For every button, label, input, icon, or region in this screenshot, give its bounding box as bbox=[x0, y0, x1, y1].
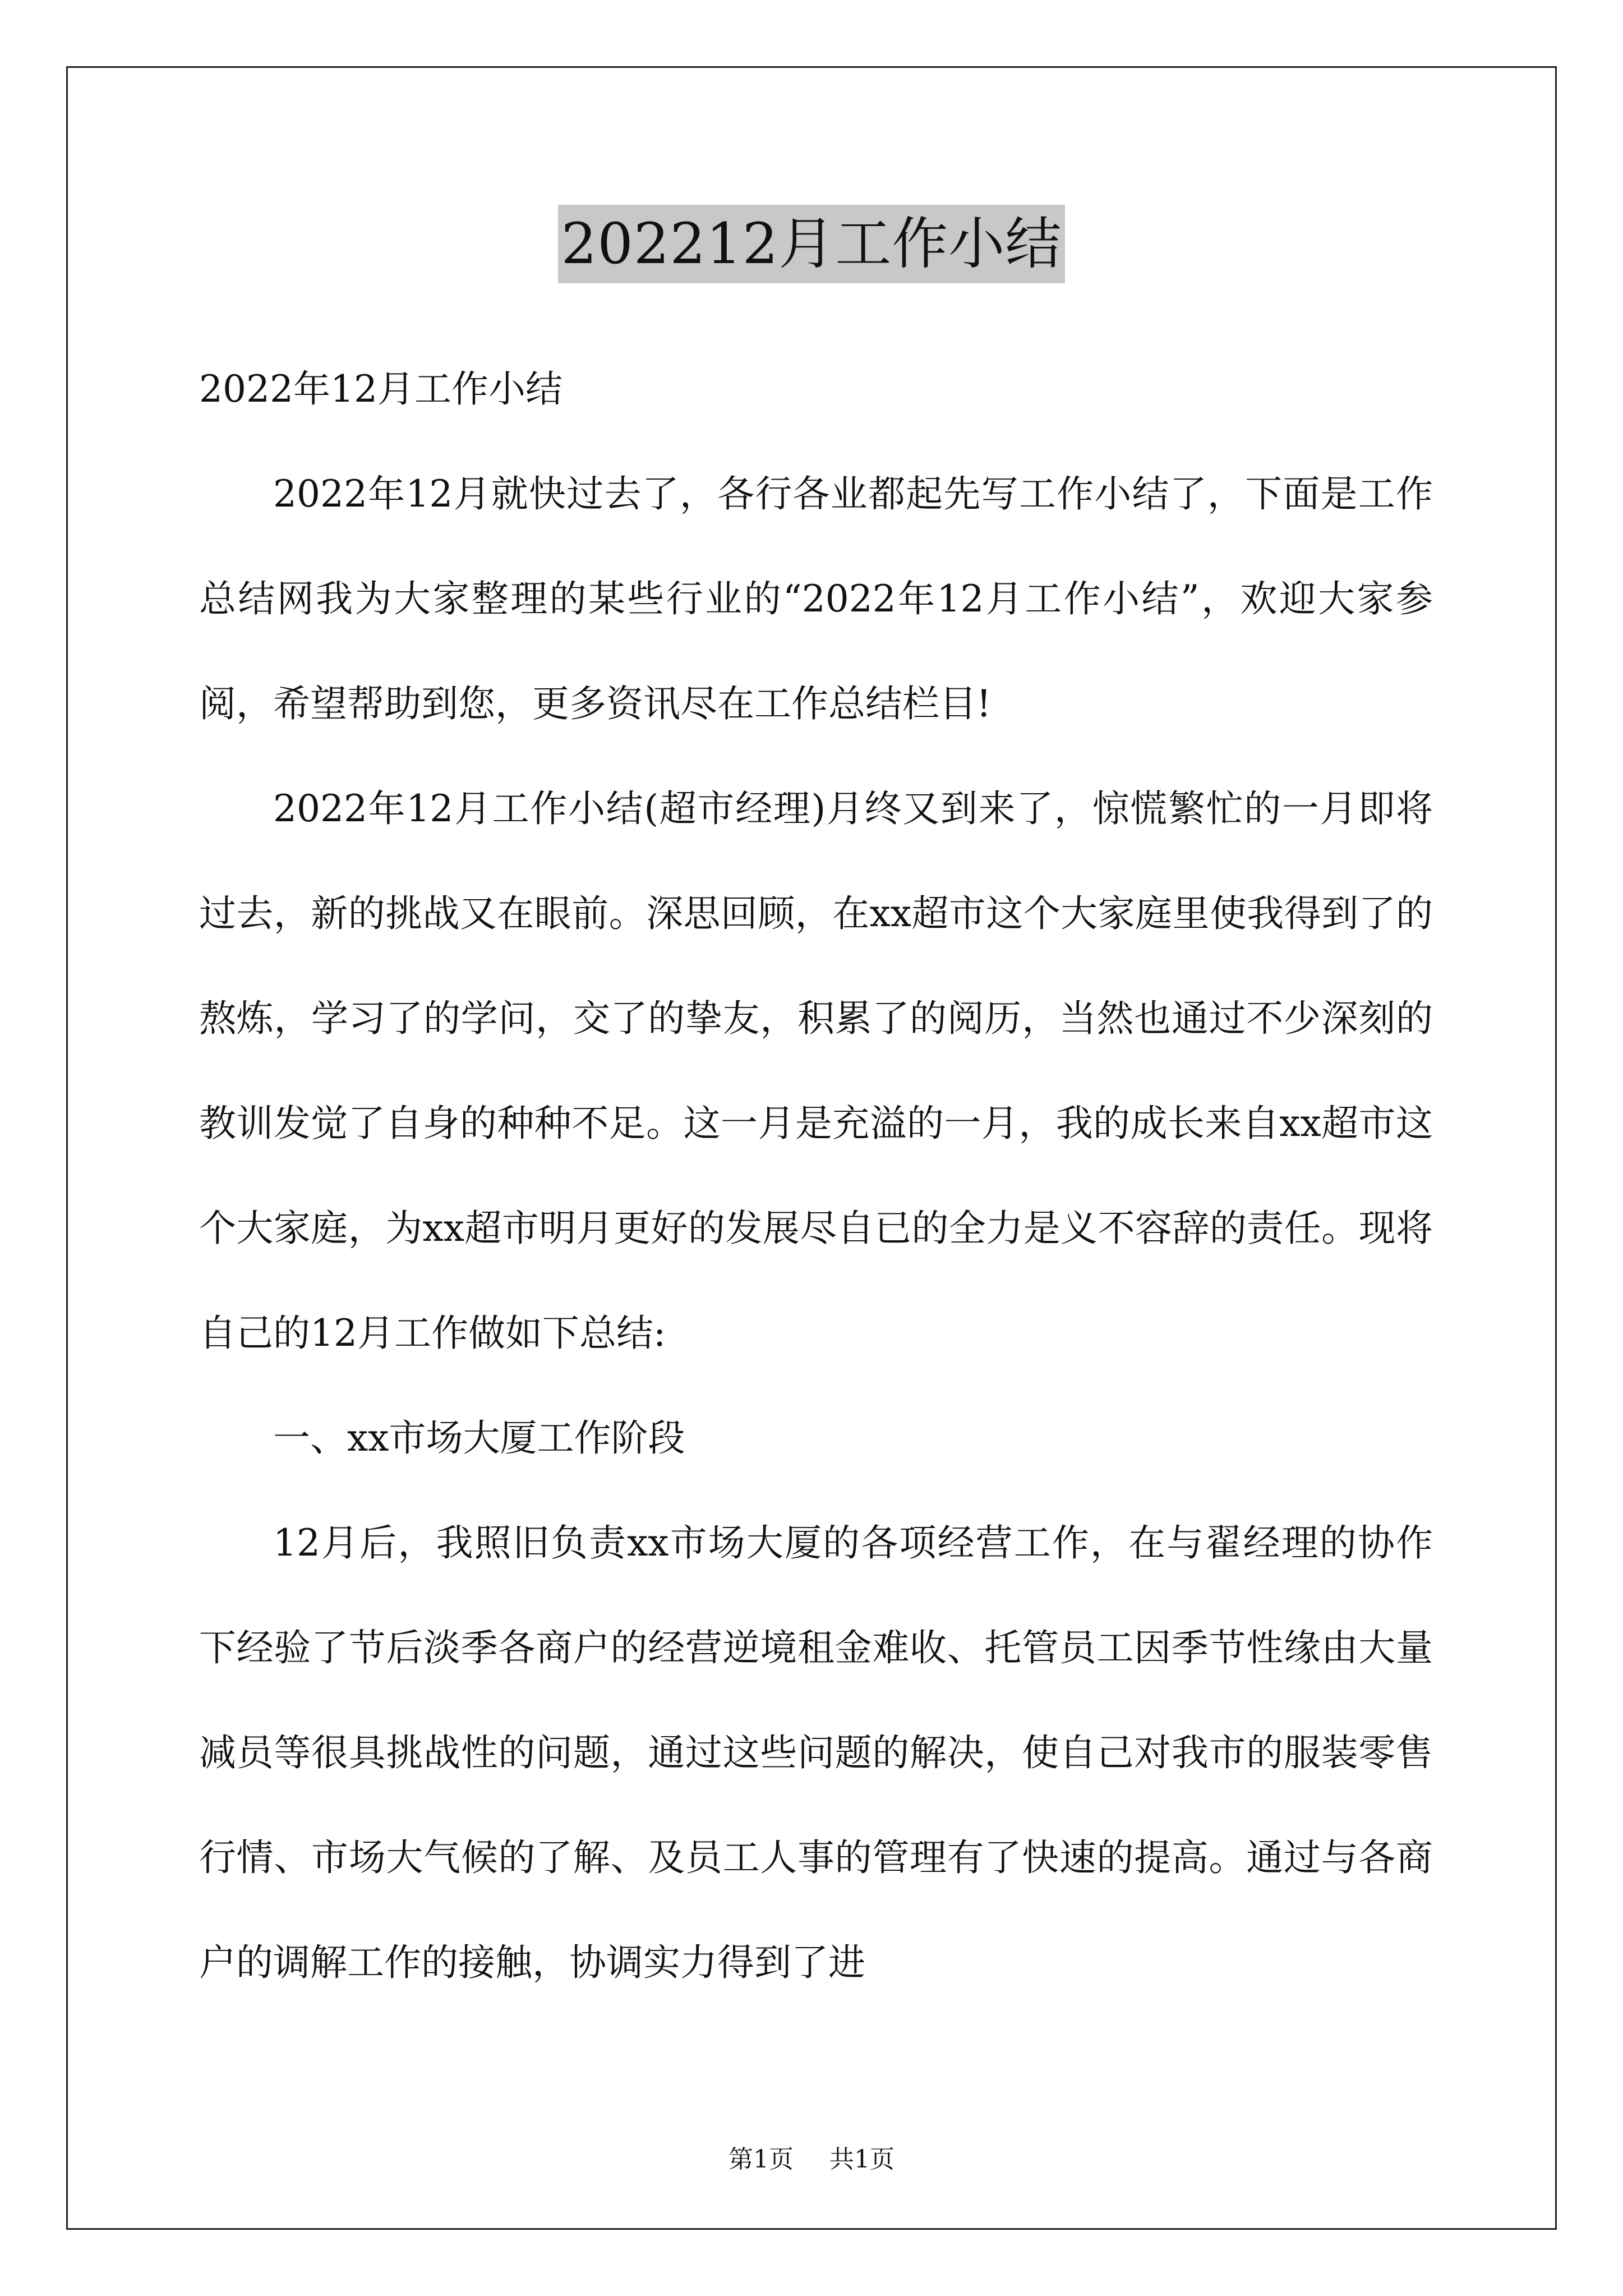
document-body bbox=[199, 337, 1433, 2015]
paragraph-section-one: 12月后，我照旧负责xx市场大厦的各项经营工作，在与翟经理的协作下经验了节后淡季各商户的经营逆境租金难收、托管员工因季节性缘由大量减员等很具挑战性的问题，通过这些问题的解决，使自己对我市的服装零售行情、市场大气候的了解、及员工人事的管理有了快速的提高。通过与各商户的调解工作的接触，协调实力得到了进 bbox=[199, 1521, 1433, 1984]
paragraph-overview: 2022年12月工作小结(超市经理)月终又到来了，惊慌繁忙的一月即将过去，新的挑战又在眼前。深思回顾，在xx超市这个大家庭里使我得到了的熬炼，学习了的学问，交了的挚友，积累了的阅历，当然也通过不少深刻的教训发觉了自身的种种不足。这一月是充溢的一月，我的成长来自xx超市这个大家庭，为xx超市明月更好的发展尽自已的全力是义不容辞的责任。现将自己的12月工作做如下总结: bbox=[199, 787, 1433, 1355]
document-title: 202212月工作小结 bbox=[558, 205, 1066, 283]
page-number: 第1页 bbox=[728, 2145, 794, 2174]
paragraph-intro: 2022年12月就快过去了，各行各业都起先写工作小结了，下面是工作总结网我为大家整理的某些行业的“2022年12月工作小结”，欢迎大家参阅，希望帮助到您，更多资讯尽在工作总结栏目! bbox=[199, 472, 1433, 725]
page-total: 共1页 bbox=[829, 2145, 895, 2174]
page-footer bbox=[0, 2143, 1623, 2177]
paragraph-subtitle: 2022年12月工作小结 bbox=[199, 367, 562, 411]
title-container bbox=[0, 205, 1623, 283]
section-heading: 一、xx市场大厦工作阶段 bbox=[273, 1416, 685, 1460]
